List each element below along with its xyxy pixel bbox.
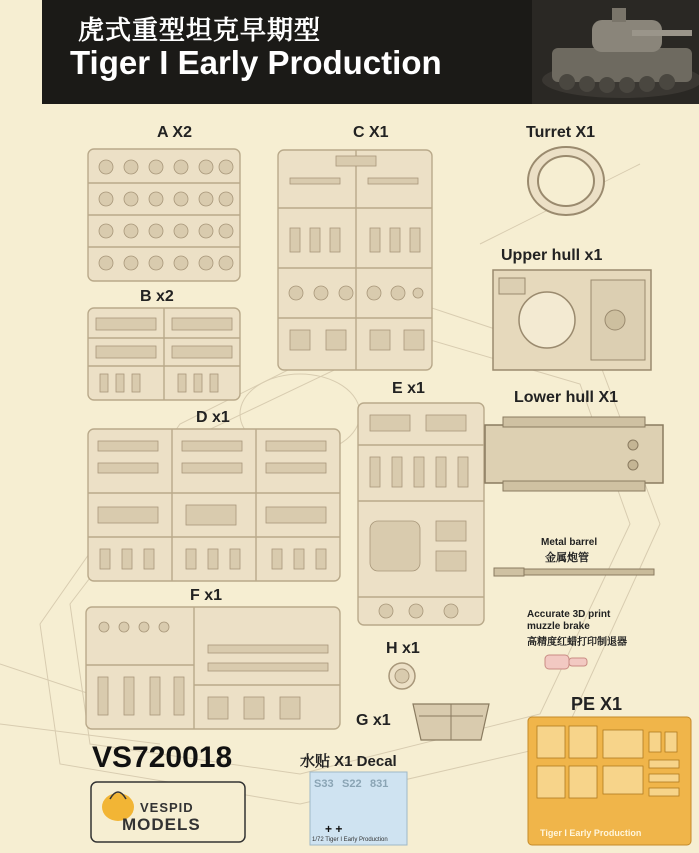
- pe-label: PE X1: [571, 694, 623, 714]
- muzzle-brake-label-1: Accurate 3D print: [527, 609, 611, 620]
- turret-ring: [525, 144, 607, 218]
- sprue-h-label: H x1: [386, 640, 420, 657]
- decal-caption: 1/72 Tiger I Early Production: [312, 837, 388, 843]
- sprue-b: [86, 306, 242, 402]
- sprue-g-label: G x1: [356, 712, 391, 729]
- sprue-a-label: A X2: [157, 124, 192, 141]
- sprue-g: [409, 696, 493, 748]
- lower-hull-label: Lower hull X1: [514, 389, 619, 406]
- sprue-e-label: E x1: [392, 380, 425, 397]
- sprue-f: [84, 605, 342, 731]
- brand-name-top: VESPID: [140, 800, 194, 815]
- sprue-e: [356, 401, 486, 627]
- svg-text:+ +: + +: [325, 822, 343, 836]
- sprue-c-label: C X1: [353, 124, 389, 141]
- product-code: VS720018: [92, 741, 233, 774]
- sprue-b-label: B x2: [140, 288, 174, 305]
- decal-label: 水贴 X1 Decal: [300, 753, 397, 770]
- decal-code-1: S33: [314, 778, 334, 790]
- decal-code-3: 831: [370, 778, 389, 790]
- metal-barrel-label-en: Metal barrel: [541, 537, 598, 548]
- sprue-d-label: D x1: [196, 409, 230, 426]
- title-chinese: 虎式重型坦克早期型: [78, 15, 322, 45]
- pe-sheet: [527, 716, 692, 846]
- muzzle-brake: [543, 651, 589, 673]
- upper-hull: [491, 268, 653, 372]
- muzzle-brake-label-cn: 高精度红蜡打印制退器: [527, 637, 627, 648]
- decal-code-2: S22: [342, 778, 362, 790]
- lower-hull: [483, 413, 665, 495]
- metal-barrel: [492, 564, 658, 580]
- title-english: Tiger I Early Production: [70, 44, 442, 81]
- sprue-h: [387, 661, 417, 691]
- upper-hull-label: Upper hull x1: [501, 247, 603, 264]
- sprue-f-label: F x1: [190, 587, 223, 604]
- brand-name-bottom: MODELS: [122, 815, 201, 834]
- sprue-a: [86, 147, 242, 283]
- tank-photo: [532, 0, 699, 104]
- metal-barrel-label-cn: 金属炮管: [545, 552, 589, 564]
- muzzle-brake-label-2: muzzle brake: [527, 621, 590, 632]
- pe-sheet-caption: Tiger I Early Production: [540, 828, 642, 838]
- sprue-c: [276, 148, 434, 372]
- turret-label: Turret X1: [526, 124, 596, 141]
- sprue-d: [86, 427, 342, 583]
